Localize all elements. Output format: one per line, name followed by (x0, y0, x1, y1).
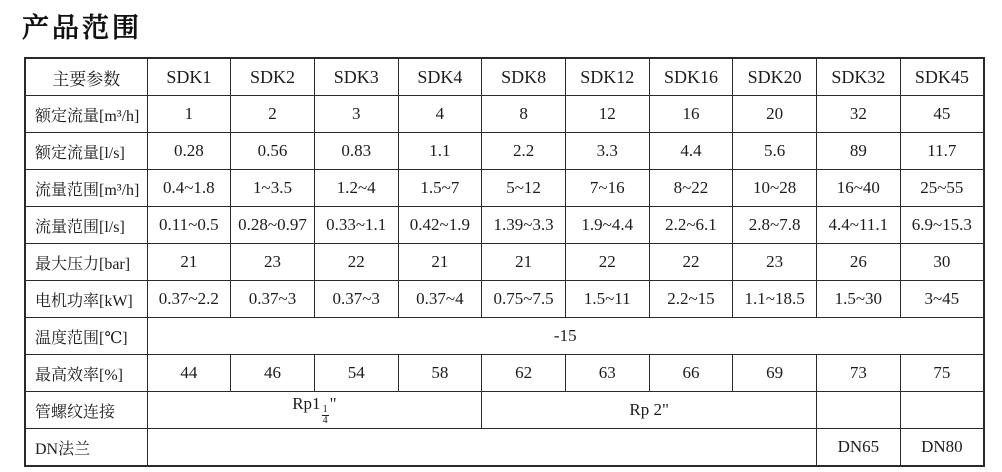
column-header: SDK20 (733, 58, 817, 96)
table-row-pipe-thread-connection (25, 392, 984, 429)
table-cell: 0.75~7.5 (482, 281, 566, 318)
table-cell: 8~22 (649, 170, 733, 207)
table-cell: 7~16 (565, 170, 649, 207)
table-cell-empty (147, 429, 817, 467)
thread-rp1-prefix: Rp1 (292, 393, 321, 413)
column-header: SDK4 (398, 58, 482, 96)
table-cell: 0.37~4 (398, 281, 482, 318)
table-cell: 2.2 (482, 133, 566, 170)
table-cell: 8 (482, 96, 566, 133)
table-cell: 1.39~3.3 (482, 207, 566, 244)
table-row-dn-flange (25, 429, 984, 467)
table-cell: 16 (649, 96, 733, 133)
table-row-motor-power (25, 281, 984, 318)
table-cell: 1.1 (398, 133, 482, 170)
table-cell: 73 (817, 355, 901, 392)
table-cell: 1.9~4.4 (565, 207, 649, 244)
table-row-rated-flow-m3h (25, 96, 984, 133)
column-header: SDK1 (147, 58, 231, 96)
table-cell: 3.3 (565, 133, 649, 170)
table-cell: 1.2~4 (314, 170, 398, 207)
table-cell: 25~55 (900, 170, 984, 207)
table-cell: 30 (900, 244, 984, 281)
table-cell: 12 (565, 96, 649, 133)
table-cell-dn65: DN65 (817, 429, 901, 467)
table-cell: 63 (565, 355, 649, 392)
table-cell: 11.7 (900, 133, 984, 170)
table-cell: 2.8~7.8 (733, 207, 817, 244)
table-cell: 22 (649, 244, 733, 281)
table-cell: 44 (147, 355, 231, 392)
table-cell: 3~45 (900, 281, 984, 318)
table-cell: 66 (649, 355, 733, 392)
column-header: SDK8 (482, 58, 566, 96)
table-cell: 46 (231, 355, 315, 392)
table-cell-thread-rp2: Rp 2" (482, 392, 817, 429)
column-header: SDK32 (817, 58, 901, 96)
row-label: 流量范围[m³/h] (25, 170, 147, 207)
table-cell: 21 (398, 244, 482, 281)
column-header: SDK3 (314, 58, 398, 96)
row-label: 最大压力[bar] (25, 244, 147, 281)
table-cell: 4.4 (649, 133, 733, 170)
table-cell: 10~28 (733, 170, 817, 207)
fraction-one-quarter: $\frac{1}{4}$ (322, 403, 328, 426)
column-header: SDK2 (231, 58, 315, 96)
table-cell: 1.5~30 (817, 281, 901, 318)
table-cell: 2 (231, 96, 315, 133)
row-label: 电机功率[kW] (25, 281, 147, 318)
table-cell: 69 (733, 355, 817, 392)
table-cell: 22 (565, 244, 649, 281)
row-label: 温度范围[℃] (25, 318, 147, 355)
table-cell: 6.9~15.3 (900, 207, 984, 244)
column-header-parameters: 主要参数 (25, 58, 147, 96)
row-label: DN法兰 (25, 429, 147, 467)
table-cell: 0.83 (314, 133, 398, 170)
table-cell: 0.37~2.2 (147, 281, 231, 318)
table-cell: 1.5~7 (398, 170, 482, 207)
table-cell: 22 (314, 244, 398, 281)
table-cell: 0.4~1.8 (147, 170, 231, 207)
table-cell-empty (817, 392, 901, 429)
table-row-max-pressure (25, 244, 984, 281)
table-cell: 26 (817, 244, 901, 281)
table-cell: 2.2~6.1 (649, 207, 733, 244)
table-cell: 3 (314, 96, 398, 133)
column-header: SDK45 (900, 58, 984, 96)
table-cell: 1.1~18.5 (733, 281, 817, 318)
table-cell: 0.56 (231, 133, 315, 170)
table-cell: 0.28 (147, 133, 231, 170)
table-cell: 4.4~11.1 (817, 207, 901, 244)
table-cell: 0.42~1.9 (398, 207, 482, 244)
table-cell: 5~12 (482, 170, 566, 207)
table-cell: 62 (482, 355, 566, 392)
table-cell: 89 (817, 133, 901, 170)
table-cell: 21 (482, 244, 566, 281)
thread-rp1-suffix: " (329, 393, 337, 413)
table-cell-temperature-span: -15 (147, 318, 984, 355)
table-row-flow-range-m3h (25, 170, 984, 207)
table-cell: 5.6 (733, 133, 817, 170)
row-label: 最高效率[%] (25, 355, 147, 392)
header-row (25, 58, 984, 96)
table-cell: 58 (398, 355, 482, 392)
row-label: 额定流量[m³/h] (25, 96, 147, 133)
table-cell: 0.33~1.1 (314, 207, 398, 244)
table-cell-thread-rp1 (147, 392, 482, 429)
product-range-table (24, 57, 985, 467)
column-header: SDK16 (649, 58, 733, 96)
table-row-rated-flow-ls (25, 133, 984, 170)
table-cell: 23 (733, 244, 817, 281)
table-row-flow-range-ls (25, 207, 984, 244)
row-label: 管螺纹连接 (25, 392, 147, 429)
table-cell: 45 (900, 96, 984, 133)
table-row-temperature-range (25, 318, 984, 355)
table-cell: 1~3.5 (231, 170, 315, 207)
table-cell: 1 (147, 96, 231, 133)
table-cell: 20 (733, 96, 817, 133)
table-cell: 0.37~3 (314, 281, 398, 318)
table-cell: 0.28~0.97 (231, 207, 315, 244)
row-label: 流量范围[l/s] (25, 207, 147, 244)
table-cell: 32 (817, 96, 901, 133)
table-cell: 1.5~11 (565, 281, 649, 318)
column-header: SDK12 (565, 58, 649, 96)
table-cell-dn80: DN80 (900, 429, 984, 467)
table-cell: 21 (147, 244, 231, 281)
table-cell: 16~40 (817, 170, 901, 207)
table-cell: 23 (231, 244, 315, 281)
table-cell: 4 (398, 96, 482, 133)
table-cell: 0.37~3 (231, 281, 315, 318)
table-cell: 0.11~0.5 (147, 207, 231, 244)
table-row-max-efficiency (25, 355, 984, 392)
page-title: 产品范围 (22, 13, 142, 43)
table-cell: 75 (900, 355, 984, 392)
table-cell-empty (900, 392, 984, 429)
table-cell: 2.2~15 (649, 281, 733, 318)
table-cell: 54 (314, 355, 398, 392)
row-label: 额定流量[l/s] (25, 133, 147, 170)
